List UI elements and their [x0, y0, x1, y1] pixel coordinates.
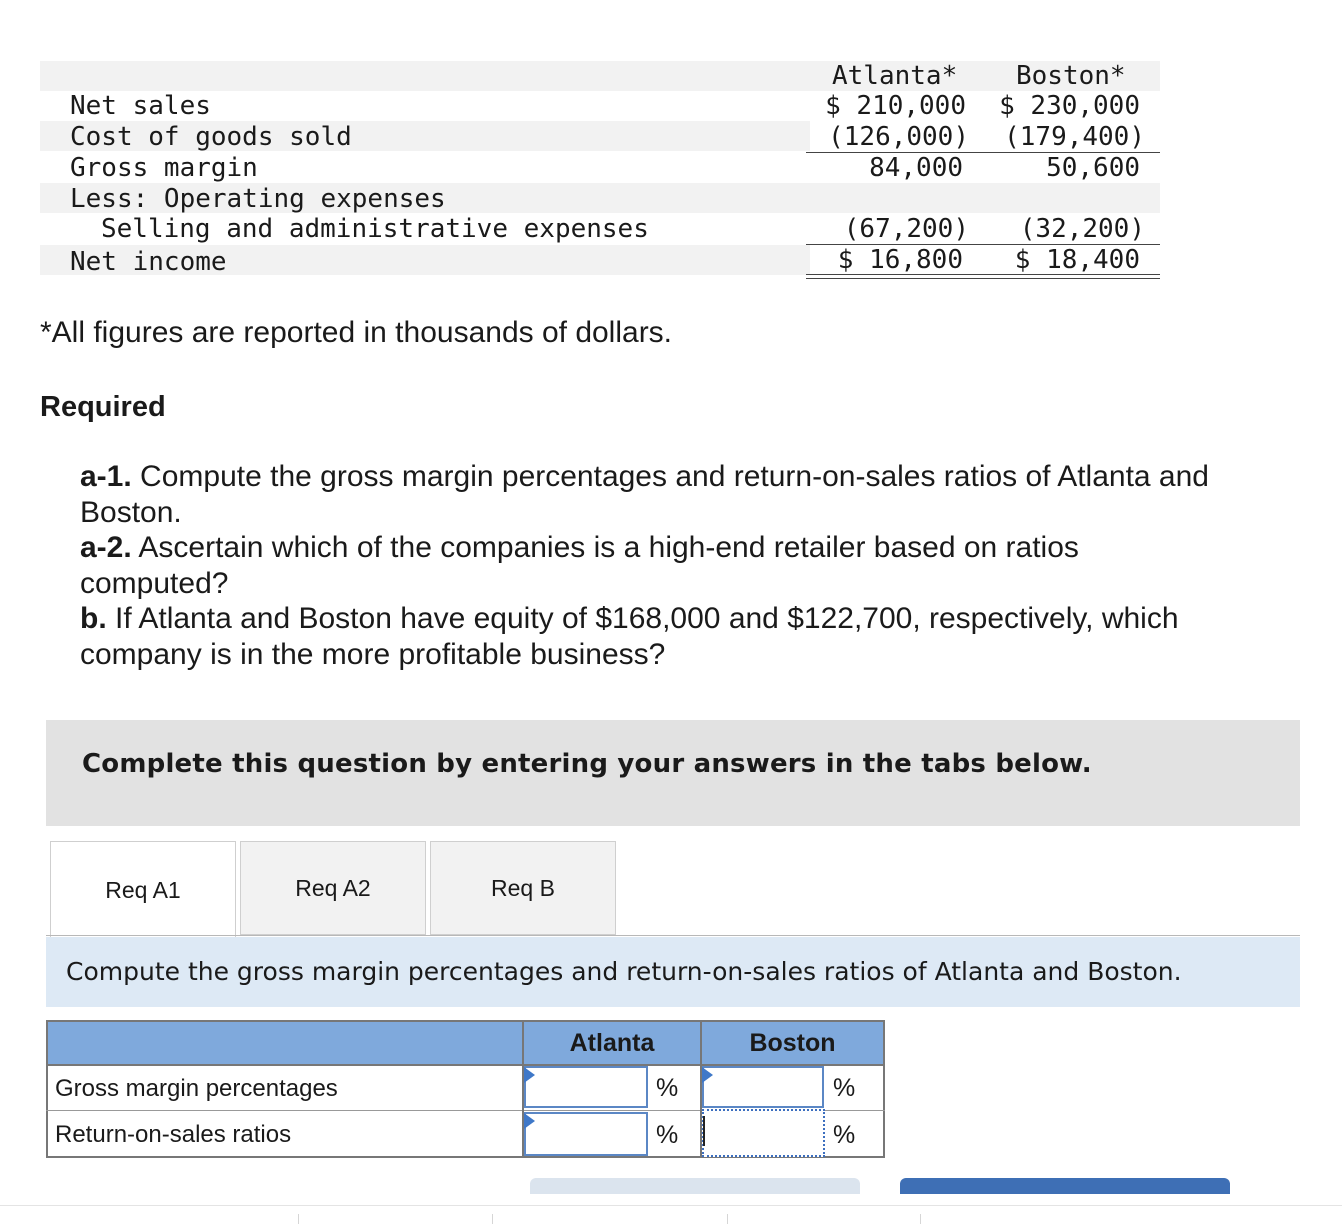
- requirement-text: If Atlanta and Boston have equity of $168,000 and $122,700, respectively, which company is in the more profitable business?: [80, 602, 1179, 671]
- col-header-boston: Boston*: [1016, 61, 1126, 91]
- divider-tick: [727, 1214, 728, 1224]
- divider-tick: [920, 1214, 921, 1224]
- subtotal-rule: [806, 244, 1160, 245]
- row-label: Net sales: [70, 91, 211, 121]
- atlanta-value: 84,000: [869, 153, 963, 183]
- atlanta-return-on-sales-input[interactable]: [524, 1112, 648, 1156]
- atlanta-value: $ 210,000: [825, 91, 966, 121]
- flag-icon: [702, 1067, 713, 1083]
- boston-value: (179,400): [1004, 122, 1145, 152]
- tab-req-a2[interactable]: Req A2: [240, 841, 426, 935]
- row-label: Cost of goods sold: [70, 122, 352, 152]
- boston-value: $ 230,000: [999, 91, 1140, 121]
- percent-unit: %: [656, 1121, 679, 1149]
- prev-button[interactable]: [530, 1178, 860, 1194]
- percent-unit: %: [656, 1074, 679, 1102]
- requirement-b: [80, 601, 1260, 672]
- requirement-text: Ascertain which of the companies is a high-end retailer based on ratios computed?: [80, 531, 1079, 600]
- atlanta-gross-margin-input[interactable]: [524, 1066, 648, 1108]
- row-label-gross-margin: Gross margin percentages: [55, 1075, 338, 1102]
- tab-req-a1[interactable]: Req A1: [50, 841, 236, 938]
- requirement-tag: b.: [80, 602, 107, 635]
- boston-value: $ 18,400: [1014, 245, 1140, 275]
- row-label: Selling and administrative expenses: [101, 214, 649, 244]
- row-label-return-on-sales: Return-on-sales ratios: [55, 1121, 292, 1148]
- instruction-text: Complete this question by entering your answers in the tabs below.: [82, 749, 1092, 779]
- atlanta-value: $ 16,800: [837, 245, 963, 275]
- percent-unit: %: [833, 1074, 856, 1102]
- divider-tick: [298, 1214, 299, 1224]
- requirement-a2: [80, 530, 1200, 601]
- boston-value: 50,600: [1046, 153, 1140, 183]
- boston-value: (32,200): [1019, 214, 1145, 244]
- requirement-tag: a-1.: [80, 460, 132, 493]
- boston-return-on-sales-input[interactable]: [702, 1109, 825, 1157]
- requirement-tag: a-2.: [80, 531, 132, 564]
- boston-gross-margin-input[interactable]: [702, 1066, 824, 1108]
- header-atlanta: Atlanta: [524, 1022, 700, 1064]
- text-cursor: [703, 1116, 705, 1146]
- tab-divider: [46, 935, 1300, 936]
- atlanta-value: (67,200): [843, 214, 969, 244]
- divider-tick: [492, 1214, 493, 1224]
- percent-unit: %: [833, 1121, 856, 1149]
- required-heading: Required: [40, 391, 166, 423]
- total-double-rule: [806, 274, 1160, 275]
- flag-icon: [524, 1113, 535, 1129]
- bottom-divider: [0, 1205, 1342, 1206]
- subtotal-rule: [806, 152, 1160, 153]
- total-double-rule: [806, 278, 1160, 279]
- flag-icon: [524, 1067, 535, 1083]
- prompt-text: Compute the gross margin percentages and return-on-sales ratios of Atlanta and Boston.: [66, 957, 1182, 986]
- atlanta-value: (126,000): [828, 122, 969, 152]
- header-blank: [48, 1022, 522, 1064]
- row-label: Net income: [70, 247, 227, 277]
- requirement-text: Compute the gross margin percentages and return-on-sales ratios of Atlanta and Boston.: [80, 460, 1209, 529]
- row-label: Less: Operating expenses: [70, 184, 446, 214]
- footnote: *All figures are reported in thousands of dollars.: [40, 316, 673, 349]
- tab-req-b[interactable]: Req B: [430, 841, 616, 935]
- col-header-atlanta: Atlanta*: [832, 61, 958, 91]
- next-button[interactable]: [900, 1178, 1230, 1194]
- requirement-a1: [80, 459, 1290, 530]
- row-label: Gross margin: [70, 153, 258, 183]
- header-boston: Boston: [702, 1022, 883, 1064]
- header-band: [40, 61, 1160, 91]
